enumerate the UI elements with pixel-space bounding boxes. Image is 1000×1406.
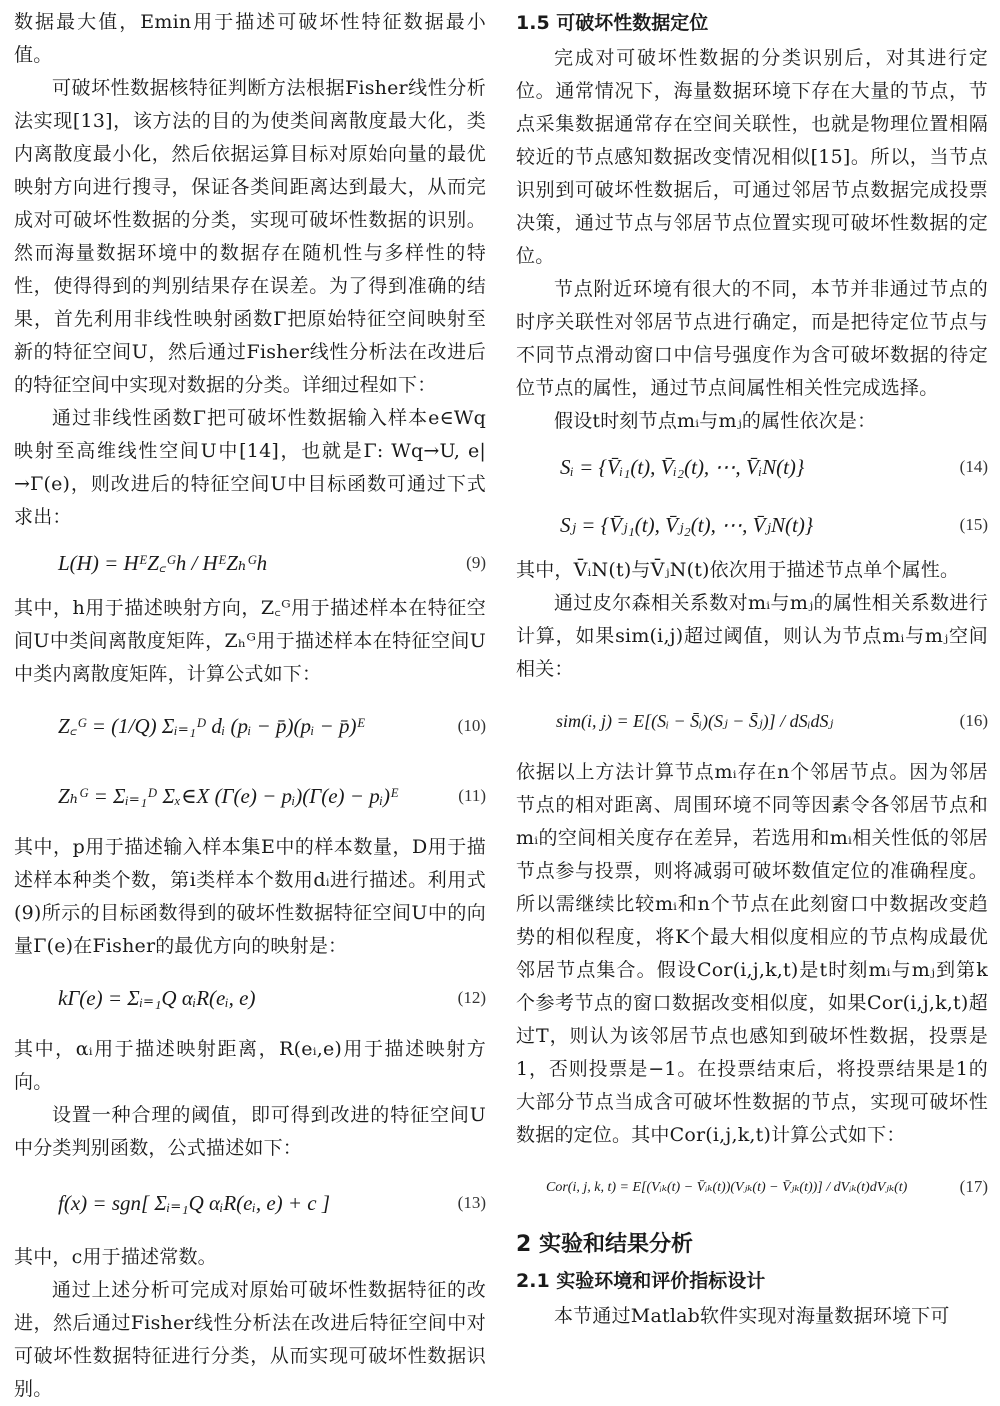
equation-number: (10) [457,716,486,735]
right-column [516,6,988,1333]
paragraph: 其中，c用于描述常数。 [14,1246,217,1268]
equation-body: Z꜀ᴳ = (1/Q) Σᵢ₌₁ᴰ dᵢ (pᵢ − p̄)(pᵢ − p̄)ᴱ [58,714,365,738]
equation-number: (16) [959,711,988,730]
paragraph: 假设t时刻节点mᵢ与mⱼ的属性依次是： [554,410,877,432]
equation-body: f(x) = sgn[ Σᵢ₌₁Q αᵢR(eᵢ, e) + c ] [58,1190,331,1215]
paragraph: 其中，p用于描述输入样本集E中的样本数量，D用于描述样本种类个数，第i类样本个数用dᵢ进行描述。利用式(9)所示的目标函数得到的破坏性数据特征空间U中的向量Γ(e)在Fisher的最优方向的映射是： [14,836,486,957]
paragraph: 其中，αᵢ用于描述映射距离，R(eᵢ,e)用于描述映射方向。 [14,1038,486,1093]
equation-number: (15) [959,515,988,534]
paragraph: 完成对可破坏性数据的分类识别后，对其进行定位。通常情况下，海量数据环境下存在大量的节点，节点采集数据通常存在空间关联性，也就是物理位置相隔较近的节点感知数据改变情况相似[15]。所以，当节点识别到可破坏性数据后，可通过邻居节点数据完成投票决策，通过节点与邻居节点位置实现可破坏性数据的定位。 [516,47,988,267]
section-heading-2-1: 2.1 实验环境和评价指标设计 [516,1270,766,1292]
equation-17 [516,1152,988,1222]
equation-body: Sᵢ = {V̄ᵢ₁(t), V̄ᵢ₂(t), ⋯, V̄ᵢN(t)} [560,454,805,479]
paragraph: 通过上述分析可完成对原始可破坏性数据特征的改进，然后通过Fisher线性分析法在改进后特征空间中对可破坏性数据特征进行分类，从而实现可破坏性数据识别。 [14,1279,486,1400]
paragraph: 数据最大值，Emin用于描述可破坏性特征数据最小值。 [14,11,486,66]
equation-9 [14,534,486,592]
paragraph: 通过皮尔森相关系数对mᵢ与mⱼ的属性相关系数进行计算，如果sim(i,j)超过阈值，则认为节点mᵢ与mⱼ空间相关： [516,592,988,680]
equation-body: Zₕᴳ = Σᵢ₌₁ᴰ Σₓ∈X (Γ(e) − pᵢ)(Γ(e) − pᵢ)ᴱ [58,783,399,808]
paragraph: 其中，V̄ᵢN(t)与V̄ⱼN(t)依次用于描述节点单个属性。 [516,559,960,581]
paragraph: 通过非线性函数Γ把可破坏性数据输入样本e∈Wq映射至高维线性空间U中[14]，也就是Γ: Wq→U, e|→Γ(e)，则改进后的特征空间U中目标函数可通过下式求出： [14,407,486,528]
equation-16 [516,686,988,756]
equation-12 [14,963,486,1033]
equation-number: (13) [457,1193,486,1212]
paragraph: 节点附近环境有很大的不同，本节并非通过节点的时序关联性对邻居节点进行确定，而是把待定位节点与不同节点滑动窗口中信号强度作为含可破坏数据的待定位节点的属性，通过节点间属性相关性完成选择。 [516,278,988,399]
equation-13 [14,1165,486,1241]
equation-body: Cor(i, j, k, t) = E[(Vᵢₖ(t) − V̄ᵢₖ(t))(Vⱼₖ(t) − V̄ⱼₖ(t))] / dVᵢₖ(t)dVⱼₖ(t) [546,1179,908,1195]
equation-14 [516,438,988,496]
equation-body: Sⱼ = {V̄ⱼ₁(t), V̄ⱼ₂(t), ⋯, V̄ⱼN(t)} [560,512,814,537]
equation-number: (9) [466,553,486,572]
equation-10 [14,691,486,761]
section-heading-2: 2 实验和结果分析 [516,1232,693,1257]
paragraph: 可破坏性数据核特征判断方法根据Fisher线性分析法实现[13]，该方法的目的为使类间离散度最大化，类内离散度最小化，然后依据运算目标对原始向量的最优映射方向进行搜寻，保证各类间距离达到最大，从而完成对可破坏性数据的分类，实现可破坏性数据的识别。然而海量数据环境中的数据存在随机性与多样性的特性，使得得到的判别结果存在误差。为了得到准确的结果，首先利用非线性映射函数Γ把原始特征空间映射至新的特征空间U，然后通过Fisher线性分析法在改进后的特征空间中实现对数据的分类。详细过程如下： [14,77,486,396]
equation-body: L(H) = HᴱZ꜀ᴳh / HᴱZₕᴳh [58,551,268,575]
equation-11 [14,761,486,831]
section-heading-1-5: 1.5 可破坏性数据定位 [516,12,709,34]
paragraph: 其中，h用于描述映射方向，Z꜀ᴳ用于描述样本在特征空间U中类间离散度矩阵，Zₕᴳ用于描述样本在特征空间U中类内离散度矩阵，计算公式如下： [14,597,486,685]
equation-15 [516,496,988,554]
equation-number: (11) [458,786,486,805]
paragraph: 本节通过Matlab软件实现对海量数据环境下可 [554,1305,950,1327]
equation-number: (14) [959,457,988,476]
paragraph: 依据以上方法计算节点mᵢ存在n个邻居节点。因为邻居节点的相对距离、周围环境不同等因素令各邻居节点和mᵢ的空间相关度存在差异，若选用和mᵢ相关性低的邻居节点参与投票，则将减弱可破坏数值定位的准确程度。所以需继续比较mᵢ和n个节点在此刻窗口中数据改变趋势的相似程度，将K个最大相似度相应的节点构成最优邻居节点集合。假设Cor(i,j,k,t)是t时刻mᵢ与mⱼ到第k个参考节点的窗口数据改变相似度，如果Cor(i,j,k,t)超过T，则认为该邻居节点也感知到破坏性数据，投票是1，否则投票是−1。在投票结束后，将投票结果是1的大部分节点当成含可破坏性数据的节点，实现可破坏性数据的定位。其中Cor(i,j,k,t)计算公式如下： [516,761,988,1146]
left-column [14,6,486,1406]
equation-body: kΓ(e) = Σᵢ₌₁Q αᵢR(eᵢ, e) [58,985,256,1010]
paragraph: 设置一种合理的阈值，即可得到改进的特征空间U中分类判别函数，公式描述如下： [14,1104,486,1159]
equation-number: (17) [959,1177,988,1196]
equation-body: sim(i, j) = E[(Sᵢ − S̄ᵢ)(Sⱼ − S̄ⱼ)] / dSᵢdSⱼ [556,710,834,731]
equation-number: (12) [457,988,486,1007]
